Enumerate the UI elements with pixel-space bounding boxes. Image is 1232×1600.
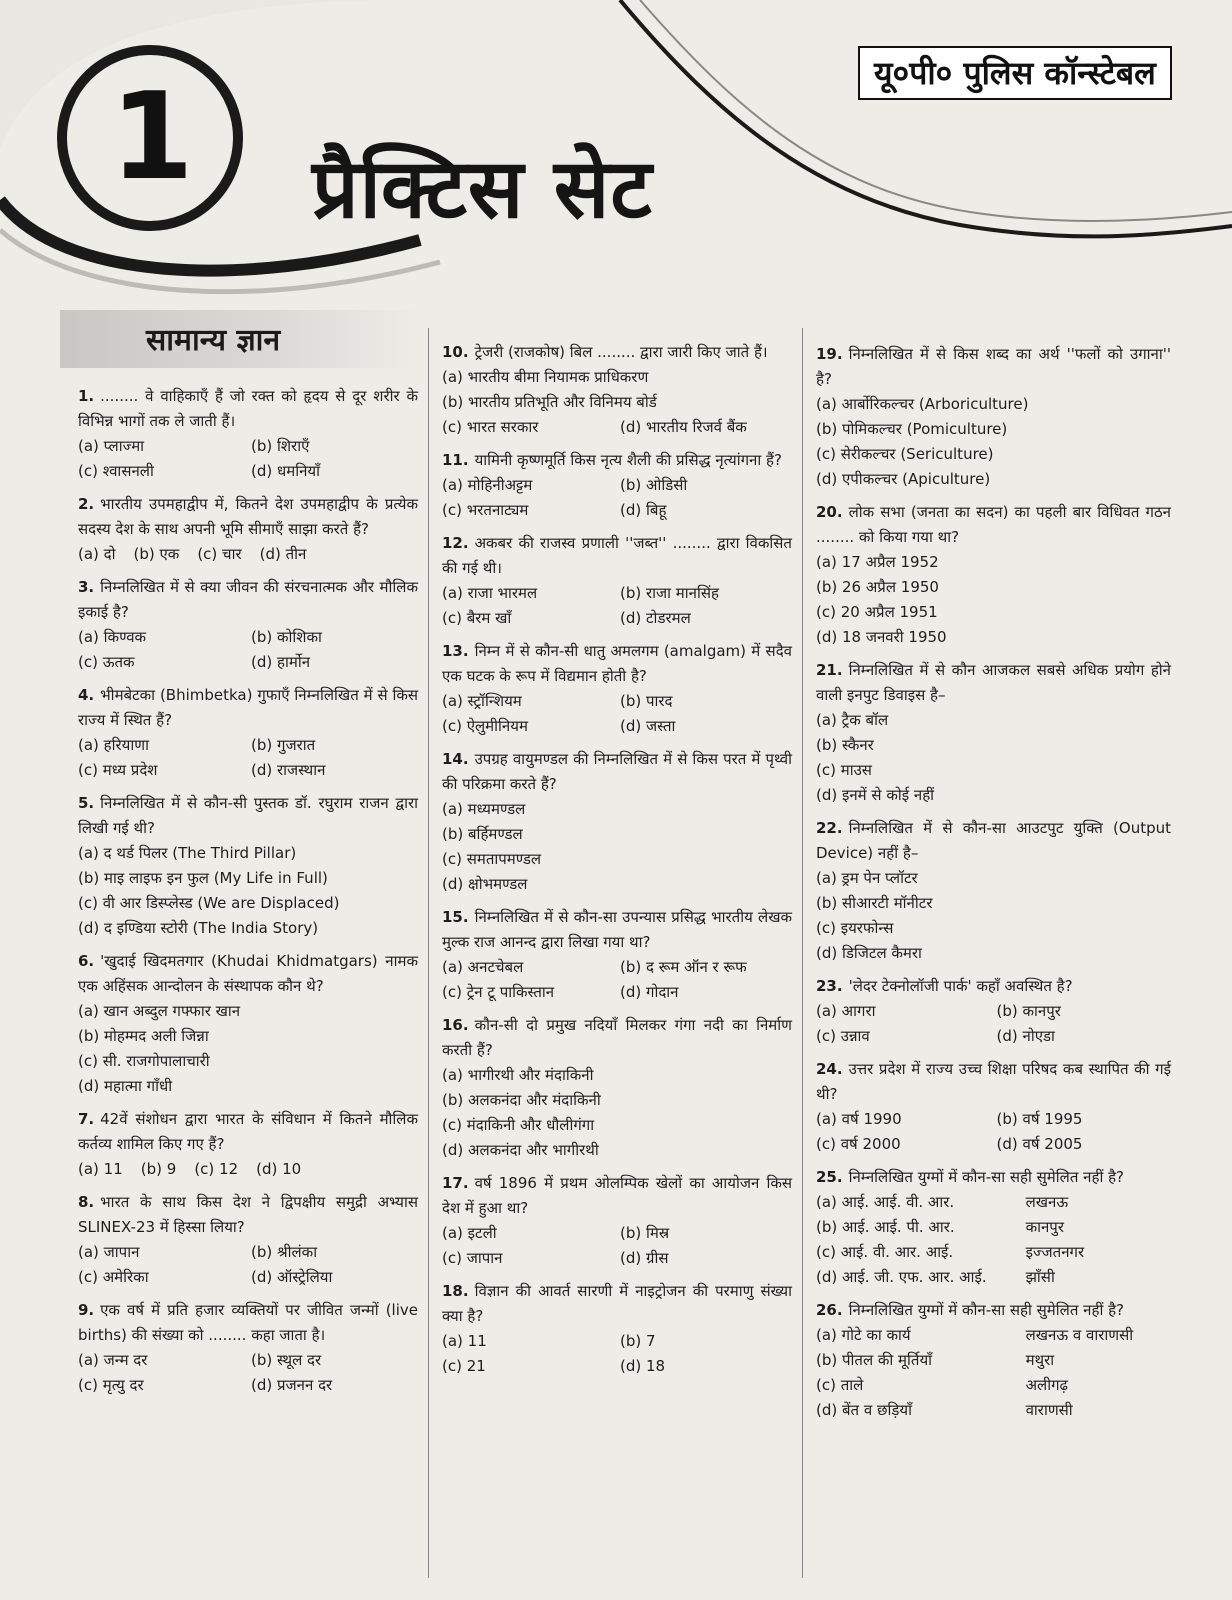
pair-right: लखनऊ [1025, 1193, 1069, 1211]
option: (b) कानपुर [996, 1002, 1061, 1020]
question-item [816, 1298, 1171, 1423]
option: (a) 11 [78, 1160, 123, 1178]
option: (b) 7 [620, 1332, 656, 1350]
question-number: 3. [78, 578, 95, 596]
question-body: अकबर की राजस्व प्रणाली ''जब्त'' ........ द्वारा विकसित की गई थी। [442, 534, 792, 577]
question-item [78, 683, 418, 783]
options [816, 1323, 1171, 1423]
pair-right: इज्जतनगर [1025, 1243, 1085, 1261]
option: (d) 10 [256, 1160, 302, 1178]
option: (c) ऊतक [78, 653, 135, 671]
question-item [442, 340, 792, 440]
option: (b) सीआरटी मॉनीटर [816, 894, 933, 912]
option: (b) वर्ष 1995 [996, 1110, 1083, 1128]
question-body: निम्नलिखित युग्मों में कौन-सा सही सुमेलित नहीं है? [848, 1168, 1125, 1186]
question-item [816, 1057, 1171, 1157]
question-item [78, 1190, 418, 1290]
question-body: निम्न में से कौन-सी धातु अमलगम (amalgam) में सदैव एक घटक के रूप में विद्यमान होती है? [442, 642, 792, 685]
option: (a) वर्ष 1990 [816, 1110, 902, 1128]
question-body: ट्रेजरी (राजकोष) बिल ........ द्वारा जारी किए जाते हैं। [474, 343, 768, 361]
question-body: कौन-सी दो प्रमुख नदियाँ मिलकर गंगा नदी का निर्माण करती हैं? [442, 1016, 792, 1059]
question-text [816, 974, 1171, 999]
option: (b) कोशिका [251, 628, 322, 646]
pair-left: (a) आई. आई. वी. आर. [816, 1193, 955, 1211]
question-number: 14. [442, 750, 469, 768]
question-column-1 [78, 384, 418, 1406]
options [442, 955, 792, 1005]
question-text [78, 949, 418, 999]
option: (b) द रूम ऑन र रूफ [620, 958, 747, 976]
option: (d) प्रजनन दर [251, 1376, 333, 1394]
question-item [816, 658, 1171, 808]
question-item [78, 575, 418, 675]
option: (a) खान अब्दुल गफ्फार खान [78, 1002, 241, 1020]
question-text [78, 1190, 418, 1240]
option: (b) शिराएँ [251, 437, 310, 455]
question-text [78, 683, 418, 733]
option: (d) 18 जनवरी 1950 [816, 628, 947, 646]
question-item [78, 384, 418, 484]
question-item [816, 342, 1171, 492]
options [816, 550, 1171, 650]
option: (c) मंदाकिनी और धौलीगंगा [442, 1116, 595, 1134]
options [442, 1329, 792, 1379]
question-item [78, 1298, 418, 1398]
option: (b) भारतीय प्रतिभूति और विनिमय बोर्ड [442, 393, 657, 411]
question-number: 7. [78, 1110, 95, 1128]
question-body: एक वर्ष में प्रति हजार व्यक्तियों पर जीवित जन्मों (live births) की संख्या को ........ कहा जाता है। [78, 1301, 418, 1344]
question-body: विज्ञान की आवर्त सारणी में नाइट्रोजन की परमाणु संख्या क्या है? [442, 1282, 792, 1325]
question-text [442, 1279, 792, 1329]
question-body: 42वें संशोधन द्वारा भारत के संविधान में कितने मौलिक कर्तव्य शामिल किए गए हैं? [78, 1110, 418, 1153]
option: (d) धमनियाँ [251, 462, 320, 480]
question-number: 6. [78, 952, 95, 970]
option: (b) अलकनंदा और मंदाकिनी [442, 1091, 601, 1109]
option: (d) टोडरमल [620, 609, 691, 627]
option: (a) 11 [442, 1332, 487, 1350]
question-item [78, 1107, 418, 1182]
option: (d) क्षोभमण्डल [442, 875, 528, 893]
question-column-2 [442, 340, 792, 1387]
question-item [78, 949, 418, 1099]
column-divider-1 [428, 328, 429, 1578]
option: (a) 17 अप्रैल 1952 [816, 553, 939, 571]
question-item [442, 639, 792, 739]
question-body: वर्ष 1896 में प्रथम ओलम्पिक खेलों का आयोजन किस देश में हुआ था? [442, 1174, 792, 1217]
option: (d) ऑस्ट्रेलिया [251, 1268, 333, 1286]
option: (a) भारतीय बीमा नियामक प्राधिकरण [442, 368, 649, 386]
option: (c) मध्य प्रदेश [78, 761, 158, 779]
section-title: सामान्य ज्ञान [146, 323, 281, 358]
question-body: लोक सभा (जनता का सदन) का पहली बार विधिवत गठन ........ को किया गया था? [816, 503, 1171, 546]
options [78, 841, 418, 941]
question-text [442, 448, 792, 473]
question-text [816, 816, 1171, 866]
question-text [816, 1057, 1171, 1107]
question-number: 23. [816, 977, 843, 995]
option: (d) बिहू [620, 501, 667, 519]
question-number: 9. [78, 1301, 95, 1319]
option: (b) मोहम्मद अली जिन्ना [78, 1027, 209, 1045]
options [816, 1190, 1171, 1290]
option: (d) द इण्डिया स्टोरी (The India Story) [78, 919, 319, 937]
question-text [442, 1013, 792, 1063]
option: (c) मृत्यु दर [78, 1376, 144, 1394]
option: (d) नोएडा [996, 1027, 1055, 1045]
option: (b) पारद [620, 692, 673, 710]
options [816, 999, 1171, 1049]
question-text [78, 1107, 418, 1157]
options [816, 708, 1171, 808]
option: (c) 12 [194, 1160, 239, 1178]
option: (c) उन्नाव [816, 1027, 870, 1045]
question-text [442, 747, 792, 797]
option: (d) 18 [620, 1357, 666, 1375]
question-number: 21. [816, 661, 843, 679]
option: (d) गोदान [620, 983, 679, 1001]
question-body: उत्तर प्रदेश में राज्य उच्च शिक्षा परिषद कब स्थापित की गई थी? [816, 1060, 1171, 1103]
question-text [442, 531, 792, 581]
question-number: 10. [442, 343, 469, 361]
options [816, 866, 1171, 966]
options [78, 1348, 418, 1398]
option: (a) किण्वक [78, 628, 147, 646]
option: (d) वर्ष 2005 [996, 1135, 1083, 1153]
options [816, 392, 1171, 492]
option: (c) वी आर डिस्प्लेस्ड (We are Displaced) [78, 894, 340, 912]
question-number: 16. [442, 1016, 469, 1034]
option: (b) गुजरात [251, 736, 316, 754]
section-heading [60, 310, 420, 368]
option: (a) प्लाज्मा [78, 437, 145, 455]
option: (a) ड्रम पेन प्लॉटर [816, 869, 918, 887]
options [816, 1107, 1171, 1157]
question-text [78, 492, 418, 542]
options [78, 434, 418, 484]
option: (a) मध्यमण्डल [442, 800, 526, 818]
exam-badge: यू०पी० पुलिस कॉन्स्टेबल [858, 46, 1172, 100]
option: (c) जापान [442, 1249, 503, 1267]
option: (d) राजस्थान [251, 761, 326, 779]
options [442, 1063, 792, 1163]
question-item [816, 1165, 1171, 1290]
option: (c) ट्रेन टू पाकिस्तान [442, 983, 555, 1001]
option: (c) श्वासनली [78, 462, 154, 480]
question-item [816, 974, 1171, 1049]
option: (c) माउस [816, 761, 872, 779]
question-item [442, 448, 792, 523]
option: (b) 26 अप्रैल 1950 [816, 578, 939, 596]
option: (a) राजा भारमल [442, 584, 538, 602]
pair-left: (b) पीतल की मूर्तियाँ [816, 1351, 933, 1369]
question-item [78, 492, 418, 567]
question-body: निम्नलिखित में से कौन आजकल सबसे अधिक प्रयोग होने वाली इनपुट डिवाइस है– [816, 661, 1171, 704]
option: (a) ट्रैक बॉल [816, 711, 889, 729]
question-item [442, 1013, 792, 1163]
question-text [442, 340, 792, 365]
question-number: 19. [816, 345, 843, 363]
option: (c) समतापमण्डल [442, 850, 542, 868]
option: (b) स्कैनर [816, 736, 874, 754]
options [442, 1221, 792, 1271]
column-divider-2 [802, 328, 803, 1578]
question-body: उपग्रह वायुमण्डल की निम्नलिखित में से किस परत में पृथ्वी की परिक्रमा करते हैं? [442, 750, 792, 793]
question-item [442, 1171, 792, 1271]
question-item [442, 747, 792, 897]
question-number: 1. [78, 387, 95, 405]
option: (a) आर्बोरिकल्चर (Arboriculture) [816, 395, 1029, 413]
question-item [78, 791, 418, 941]
option: (c) सेरीकल्चर (Sericulture) [816, 445, 994, 463]
question-number: 12. [442, 534, 469, 552]
question-body: निम्नलिखित में से क्या जीवन की संरचनात्मक और मौलिक इकाई है? [78, 578, 418, 621]
option: (d) अलकनंदा और भागीरथी [442, 1141, 599, 1159]
question-text [816, 1298, 1171, 1323]
question-text [816, 342, 1171, 392]
option: (a) स्ट्रॉन्शियम [442, 692, 522, 710]
options [442, 581, 792, 631]
option: (b) स्थूल दर [251, 1351, 322, 1369]
option: (b) 9 [140, 1160, 177, 1178]
pair-right: कानपुर [1025, 1218, 1064, 1236]
question-number: 2. [78, 495, 95, 513]
option: (c) इयरफोन्स [816, 919, 894, 937]
option: (d) एपीकल्चर (Apiculture) [816, 470, 991, 488]
option: (c) चार [197, 545, 242, 563]
options [442, 365, 792, 440]
option: (b) ओडिसी [620, 476, 688, 494]
question-text [816, 658, 1171, 708]
option: (c) भरतनाट्यम [442, 501, 529, 519]
option: (c) 20 अप्रैल 1951 [816, 603, 938, 621]
question-item [816, 500, 1171, 650]
question-body: निम्नलिखित में से किस शब्द का अर्थ ''फलों को उगाना'' है? [816, 345, 1171, 388]
option: (c) सी. राजगोपालाचारी [78, 1052, 210, 1070]
question-number: 8. [78, 1193, 95, 1211]
question-number: 18. [442, 1282, 469, 1300]
question-number: 25. [816, 1168, 843, 1186]
question-body: 'खुदाई खिदमतगार (Khudai Khidmatgars) नामक एक अहिंसक आन्दोलन के संस्थापक कौन थे? [78, 952, 418, 995]
option: (a) जापान [78, 1243, 140, 1261]
option: (d) भारतीय रिजर्व बैंक [620, 418, 747, 436]
pair-right: अलीगढ़ [1025, 1376, 1068, 1394]
question-body: भारत के साथ किस देश ने द्विपक्षीय समुद्री अभ्यास SLINEX-23 में हिस्सा लिया? [78, 1193, 418, 1236]
question-number: 11. [442, 451, 469, 469]
option: (b) पोमिकल्चर (Pomiculture) [816, 420, 1008, 438]
option: (a) दो [78, 545, 116, 563]
option: (a) जन्म दर [78, 1351, 148, 1369]
question-number: 15. [442, 908, 469, 926]
options [78, 733, 418, 783]
question-body: ........ वे वाहिकाएँ हैं जो रक्त को हृदय से दूर शरीर के विभिन्न भागों तक ले जाती हैं। [78, 387, 418, 430]
option: (c) अमेरिका [78, 1268, 149, 1286]
question-text [442, 905, 792, 955]
option: (c) ऐलुमीनियम [442, 717, 528, 735]
question-text [78, 1298, 418, 1348]
pair-left: (b) आई. आई. पी. आर. [816, 1218, 955, 1236]
question-text [442, 639, 792, 689]
question-body: निम्नलिखित में से कौन-सी पुस्तक डॉ. रघुराम राजन द्वारा लिखी गई थी? [78, 794, 418, 837]
pair-right: वाराणसी [1025, 1401, 1073, 1419]
pair-right: लखनऊ व वाराणसी [1025, 1326, 1134, 1344]
question-body: भारतीय उपमहाद्वीप में, कितने देश उपमहाद्वीप के प्रत्येक सदस्य देश के साथ अपनी भूमि सीमाएँ साझा करते हैं? [78, 495, 418, 538]
option: (d) इनमें से कोई नहीं [816, 786, 935, 804]
options [78, 625, 418, 675]
question-text [78, 791, 418, 841]
question-text [816, 1165, 1171, 1190]
options [78, 1157, 418, 1182]
question-text [78, 575, 418, 625]
question-number: 22. [816, 819, 843, 837]
pair-left: (c) ताले [816, 1376, 864, 1394]
pair-right: मथुरा [1025, 1351, 1055, 1369]
option: (c) वर्ष 2000 [816, 1135, 901, 1153]
option: (a) हरियाणा [78, 736, 149, 754]
option: (c) 21 [442, 1357, 486, 1375]
option: (b) राजा मानसिंह [620, 584, 719, 602]
option: (a) मोहिनीअट्टम [442, 476, 533, 494]
option: (c) भारत सरकार [442, 418, 539, 436]
options [78, 542, 418, 567]
question-item [442, 905, 792, 1005]
question-number: 24. [816, 1060, 843, 1078]
question-number: 17. [442, 1174, 469, 1192]
question-number: 5. [78, 794, 95, 812]
options [78, 999, 418, 1099]
question-item [442, 1279, 792, 1379]
option: (d) तीन [259, 545, 307, 563]
pair-left: (a) गोटे का कार्य [816, 1326, 911, 1344]
question-text [442, 1171, 792, 1221]
option: (b) एक [133, 545, 180, 563]
option: (d) जस्ता [620, 717, 676, 735]
option: (a) अनटचेबल [442, 958, 524, 976]
option: (b) बर्हिमण्डल [442, 825, 523, 843]
options [442, 797, 792, 897]
pair-left: (d) आई. जी. एफ. आर. आई. [816, 1268, 987, 1286]
option: (b) श्रीलंका [251, 1243, 318, 1261]
option: (d) ग्रीस [620, 1249, 669, 1267]
question-text [78, 384, 418, 434]
option: (a) भागीरथी और मंदाकिनी [442, 1066, 594, 1084]
pair-right: झाँसी [1025, 1268, 1055, 1286]
page-title: प्रैक्टिस सेट [312, 142, 653, 237]
question-body: भीमबेटका (Bhimbetka) गुफाएँ निम्नलिखित में से किस राज्य में स्थित हैं? [78, 686, 418, 729]
option: (a) इटली [442, 1224, 497, 1242]
option: (d) महात्मा गाँधी [78, 1077, 173, 1095]
option: (a) आगरा [816, 1002, 876, 1020]
question-text [816, 500, 1171, 550]
question-number: 13. [442, 642, 469, 660]
set-number: 1 [110, 68, 194, 207]
options [442, 473, 792, 523]
question-number: 20. [816, 503, 843, 521]
option: (b) मिस्र [620, 1224, 670, 1242]
pair-left: (d) बेंत व छड़ियाँ [816, 1401, 912, 1419]
question-body: यामिनी कृष्णमूर्ति किस नृत्य शैली की प्रसिद्ध नृत्यांगना हैं? [474, 451, 782, 469]
question-body: 'लेदर टेक्नोलॉजी पार्क' कहाँ अवस्थित है? [848, 977, 1073, 995]
question-item [442, 531, 792, 631]
option: (b) माइ लाइफ इन फुल (My Life in Full) [78, 869, 328, 887]
options [442, 689, 792, 739]
question-body: निम्नलिखित में से कौन-सा आउटपुट युक्ति (Output Device) नहीं है– [816, 819, 1171, 862]
option: (a) द थर्ड पिलर (The Third Pillar) [78, 844, 297, 862]
option: (c) बैरम खाँ [442, 609, 512, 627]
pair-left: (c) आई. वी. आर. आई. [816, 1243, 954, 1261]
question-body: निम्नलिखित युग्मों में कौन-सा सही सुमेलित नहीं है? [848, 1301, 1125, 1319]
question-item [816, 816, 1171, 966]
question-number: 26. [816, 1301, 843, 1319]
options [78, 1240, 418, 1290]
question-body: निम्नलिखित में से कौन-सा उपन्यास प्रसिद्ध भारतीय लेखक मुल्क राज आनन्द द्वारा लिखा गया था? [442, 908, 792, 951]
question-number: 4. [78, 686, 95, 704]
option: (d) डिजिटल कैमरा [816, 944, 922, 962]
question-column-3 [816, 342, 1171, 1431]
option: (d) हार्मोन [251, 653, 311, 671]
